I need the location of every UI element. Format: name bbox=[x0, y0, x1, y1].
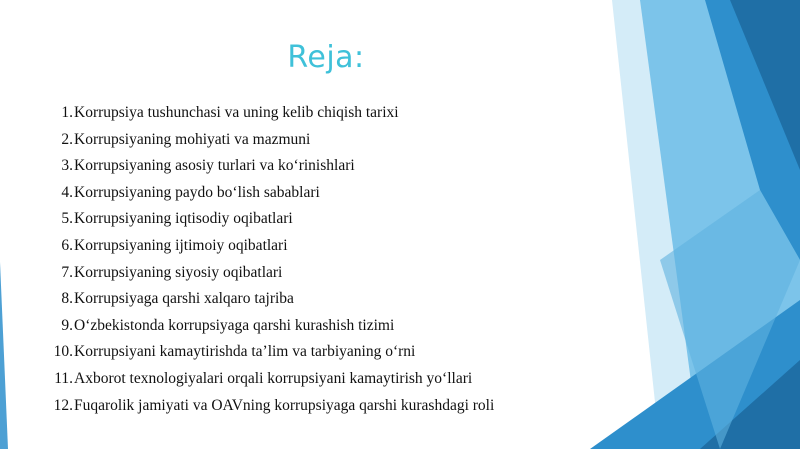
list-item-number: 1. bbox=[61, 104, 73, 121]
list-item-number: 2. bbox=[61, 130, 73, 148]
list-item-number: 9. bbox=[61, 316, 73, 334]
list-item-number: 12. bbox=[53, 396, 73, 414]
list-item bbox=[40, 127, 494, 154]
list-item-text: Korrupsiya tushunchasi va uning kelib chiqish tarixi bbox=[74, 104, 399, 121]
list-item bbox=[40, 366, 494, 393]
list-item-text: Fuqarolik jamiyati va OAVning korrupsiyaga qarshi kurashdagi roli bbox=[74, 396, 495, 414]
list-item bbox=[40, 206, 494, 233]
list-item-text: Korrupsiyaning iqtisodiy oqibatlari bbox=[74, 210, 293, 228]
list-item bbox=[40, 286, 494, 313]
list-item-number: 11. bbox=[54, 369, 73, 387]
list-item-number: 10. bbox=[53, 343, 73, 361]
list-item-text: O‘zbekistonda korrupsiyaga qarshi kurashish tizimi bbox=[74, 316, 395, 334]
list-item-number: 3. bbox=[61, 157, 73, 175]
list-item bbox=[40, 339, 494, 366]
list-item-number: 8. bbox=[61, 290, 73, 308]
slide-title: Reja: bbox=[287, 40, 365, 75]
list-item-text: Korrupsiyaning ijtimoiy oqibatlari bbox=[74, 236, 288, 254]
list-item bbox=[40, 180, 494, 207]
list-item-text: Korrupsiyani kamaytirishda ta’lim va tarbiyaning o‘rni bbox=[74, 343, 416, 361]
list-item bbox=[40, 260, 494, 287]
list-item-number: 7. bbox=[61, 263, 73, 281]
list-item bbox=[40, 153, 494, 180]
list-item-text: Korrupsiyaning mohiyati va mazmuni bbox=[74, 130, 311, 148]
list-item-number: 6. bbox=[61, 236, 73, 254]
list-item-number: 4. bbox=[61, 183, 73, 201]
list-item-number: 5. bbox=[61, 210, 73, 228]
list-item-text: Axborot texnologiyalari orqali korrupsiyani kamaytirish yo‘llari bbox=[74, 369, 473, 387]
list-item-text: Korrupsiyaning paydo bo‘lish sabablari bbox=[74, 183, 320, 201]
list-item bbox=[40, 233, 494, 260]
list-item-text: Korrupsiyaning siyosiy oqibatlari bbox=[74, 263, 283, 281]
list-item bbox=[40, 100, 494, 127]
list-item-text: Korrupsiyaga qarshi xalqaro tajriba bbox=[74, 290, 294, 308]
list-item bbox=[40, 393, 494, 420]
left-accent-shape bbox=[0, 262, 8, 449]
list-item-text: Korrupsiyaning asosiy turlari va ko‘rinishlari bbox=[74, 157, 355, 175]
list-item bbox=[40, 313, 494, 340]
plan-list bbox=[40, 100, 494, 419]
